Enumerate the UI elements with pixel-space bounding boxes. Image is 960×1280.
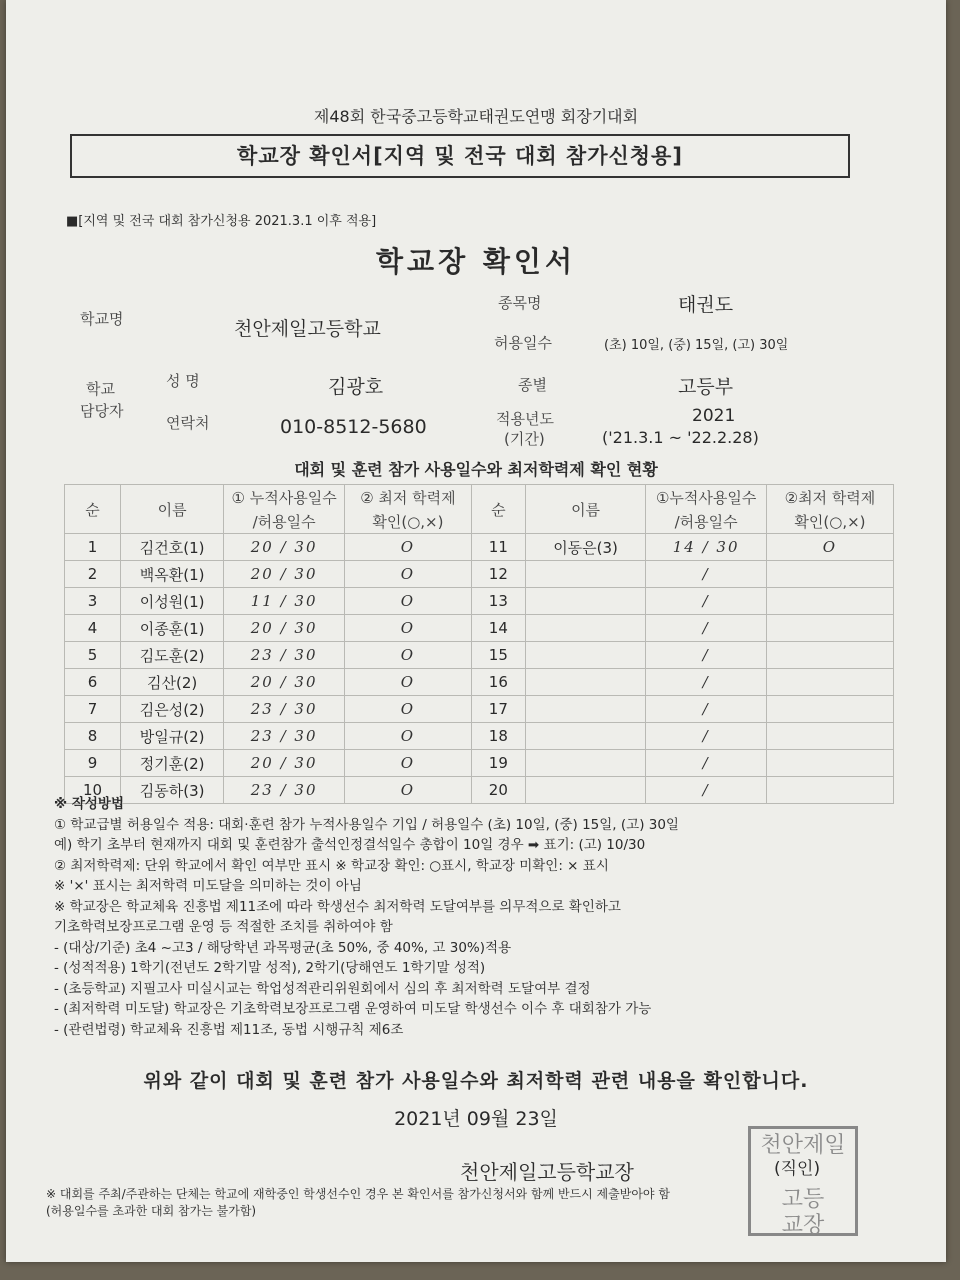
- row-name-right: [525, 750, 646, 777]
- form-banner-title: 학교장 확인서[지역 및 전국 대회 참가신청용]: [70, 134, 850, 178]
- row-grade: O: [344, 561, 471, 588]
- row-name: 백옥환(1): [120, 561, 223, 588]
- header-name: 이름: [120, 485, 223, 534]
- row-no: 4: [65, 615, 121, 642]
- row-grade-right: [766, 723, 893, 750]
- row-name: 이성원(1): [120, 588, 223, 615]
- table-row: [65, 750, 894, 777]
- row-no-right: 15: [471, 642, 525, 669]
- phone-label: 연락처: [166, 414, 210, 432]
- row-grade: O: [344, 669, 471, 696]
- row-days: 20 / 30: [224, 750, 345, 777]
- table-row: [65, 534, 894, 561]
- header-days-right-line1: ①누적사용일수: [646, 485, 767, 510]
- row-days-right: /: [646, 561, 767, 588]
- row-no: 1: [65, 534, 121, 561]
- row-grade-right: [766, 777, 893, 804]
- school-label: 학교명: [80, 310, 124, 328]
- sport-value: 태권도: [678, 294, 734, 316]
- row-days: 23 / 30: [224, 696, 345, 723]
- row-grade-right: [766, 588, 893, 615]
- contact-label-line1: 학교: [86, 380, 115, 398]
- instruction-line: ① 학교급별 허용일수 적용: 대회·훈련 참가 누적사용일수 기입 / 허용일수 (초) 10일, (중) 15일, (고) 30일: [54, 816, 679, 833]
- allowed-days-value: (초) 10일, (중) 15일, (고) 30일: [604, 338, 789, 353]
- row-name-right: [525, 588, 646, 615]
- header-grade-line2: 확인(○,×): [344, 509, 471, 534]
- issue-date: 2021년 09월 23일: [394, 1108, 558, 1130]
- row-name: 김산(2): [120, 669, 223, 696]
- row-grade: O: [344, 588, 471, 615]
- row-no-right: 13: [471, 588, 525, 615]
- row-grade-right: [766, 642, 893, 669]
- footer-line: ※ 대회를 주최/주관하는 단체는 학교에 재학중인 학생선수인 경우 본 확인서를 참가신청서와 함께 반드시 제출받아야 함: [46, 1187, 670, 1201]
- table-row: [65, 588, 894, 615]
- row-grade: O: [344, 777, 471, 804]
- row-no-right: 17: [471, 696, 525, 723]
- row-days: 20 / 30: [224, 561, 345, 588]
- row-grade-right: [766, 669, 893, 696]
- row-days-right: /: [646, 669, 767, 696]
- row-days-right: /: [646, 642, 767, 669]
- table-header-row: [65, 485, 894, 510]
- table-row: [65, 561, 894, 588]
- row-name-right: [525, 723, 646, 750]
- instruction-line: 기초학력보장프로그램 운영 등 적절한 조치를 취하여야 함: [54, 919, 393, 935]
- row-name: 방일규(2): [120, 723, 223, 750]
- row-name: 김건호(1): [120, 534, 223, 561]
- instruction-line: - (최저학력 미도달) 학교장은 기초학력보장프로그램 운영하여 미도달 학생선수 이수 후 대회참가 가능: [54, 1001, 652, 1017]
- instruction-line: - (성적적용) 1학기(전년도 2학기말 성적), 2학기(당해연도 1학기말 성적): [54, 960, 486, 976]
- applicability-note: ■[지역 및 전국 대회 참가신청용 2021.3.1 이후 적용]: [66, 214, 377, 229]
- row-no: 6: [65, 669, 121, 696]
- row-days: 20 / 30: [224, 669, 345, 696]
- header-no: 순: [65, 485, 121, 534]
- footer-note: [46, 1186, 670, 1220]
- row-days: 11 / 30: [224, 588, 345, 615]
- header-days-line1: ① 누적사용일수: [224, 485, 345, 510]
- row-grade-right: O: [766, 534, 893, 561]
- name-label: 성 명: [166, 372, 200, 390]
- row-name-right: [525, 615, 646, 642]
- row-no: 5: [65, 642, 121, 669]
- header-days-right-line2: /허용일수: [646, 509, 767, 534]
- year-value: 2021: [692, 406, 736, 426]
- row-no-right: 12: [471, 561, 525, 588]
- row-grade-right: [766, 615, 893, 642]
- row-days-right: /: [646, 588, 767, 615]
- instructions-heading: ※ 작성방법: [54, 796, 124, 812]
- instructions: [54, 794, 679, 1040]
- row-days: 20 / 30: [224, 615, 345, 642]
- row-no: 8: [65, 723, 121, 750]
- row-grade: O: [344, 750, 471, 777]
- row-days-right: /: [646, 615, 767, 642]
- row-name-right: [525, 696, 646, 723]
- principal-signature: 천안제일고등학교장: [460, 1160, 634, 1184]
- row-grade-right: [766, 561, 893, 588]
- category-label: 종별: [518, 376, 547, 394]
- instruction-line: - (초등학교) 지필고사 미실시교는 학업성적관리위원회에서 심의 후 최저학력 도달여부 결정: [54, 980, 591, 997]
- row-name: 김은성(2): [120, 696, 223, 723]
- row-name: 김동하(3): [120, 777, 223, 804]
- row-name-right: [525, 642, 646, 669]
- row-grade: O: [344, 615, 471, 642]
- row-no: 7: [65, 696, 121, 723]
- year-label-line1: 적용년도: [496, 410, 554, 428]
- row-days-right: /: [646, 723, 767, 750]
- school-value: 천안제일고등학교: [234, 318, 381, 340]
- row-no: 10: [65, 777, 121, 804]
- row-no-right: 18: [471, 723, 525, 750]
- header-name-right: 이름: [525, 485, 646, 534]
- year-label-line2: (기간): [504, 430, 545, 448]
- sport-label: 종목명: [498, 294, 542, 312]
- instruction-line: - (대상/기준) 초4 ~고3 / 해당학년 과목평균(초 50%, 중 40%, 고 30%)적용: [54, 939, 512, 956]
- header-days-line2: /허용일수: [224, 509, 345, 534]
- row-days-right: 14 / 30: [646, 534, 767, 561]
- event-title: 제48회 한국중고등학교태권도연맹 회장기대회: [313, 107, 639, 126]
- instruction-line: ② 최저학력제: 단위 학교에서 확인 여부만 표시 ※ 학교장 확인: ○표시, 학교장 미확인: × 표시: [54, 857, 609, 874]
- phone-value: 010-8512-5680: [280, 416, 427, 438]
- row-name: 정기훈(2): [120, 750, 223, 777]
- confirmation-statement: 위와 같이 대회 및 훈련 참가 사용일수와 최저학력 관련 내용을 확인합니다.: [143, 1070, 809, 1092]
- table-subtitle: 대회 및 훈련 참가 사용일수와 최저학력제 확인 현황: [294, 460, 658, 479]
- row-no-right: 20: [471, 777, 525, 804]
- instruction-line: 예) 학기 초부터 현재까지 대회 및 훈련참가 출석인정결석일수 총합이 10일 경우 ➡ 표기: (고) 10/30: [54, 837, 646, 853]
- row-no-right: 19: [471, 750, 525, 777]
- usage-table: [64, 484, 894, 804]
- row-no: 2: [65, 561, 121, 588]
- row-days: 23 / 30: [224, 642, 345, 669]
- official-seal-stamp: 천안제일 고등 교장: [748, 1126, 858, 1236]
- row-name-right: 이동은(3): [525, 534, 646, 561]
- row-name: 이종훈(1): [120, 615, 223, 642]
- header-grade-right-line1: ②최저 학력제: [766, 485, 893, 510]
- category-value: 고등부: [678, 376, 734, 398]
- row-name-right: [525, 669, 646, 696]
- contact-label-line2: 담당자: [80, 402, 124, 420]
- allowed-days-label: 허용일수: [494, 334, 552, 352]
- header-grade-line1: ② 최저 학력제: [344, 485, 471, 510]
- row-days: 23 / 30: [224, 777, 345, 804]
- table-row: [65, 696, 894, 723]
- instruction-line: ※ '×' 표시는 최저학력 미도달을 의미하는 것이 아님: [54, 878, 362, 894]
- footer-line: (허용일수를 초과한 대회 참가는 불가함): [46, 1204, 257, 1218]
- period-value: ('21.3.1 ~ '22.2.28): [602, 428, 759, 447]
- table-row: [65, 642, 894, 669]
- row-grade-right: [766, 750, 893, 777]
- row-days-right: /: [646, 750, 767, 777]
- row-days-right: /: [646, 777, 767, 804]
- seal-label: (직인): [774, 1159, 821, 1179]
- row-grade-right: [766, 696, 893, 723]
- instruction-line: - (관련법령) 학교체육 진흥법 제11조, 동법 시행규칙 제6조: [54, 1021, 404, 1038]
- row-days: 23 / 30: [224, 723, 345, 750]
- row-grade: O: [344, 534, 471, 561]
- row-days: 20 / 30: [224, 534, 345, 561]
- row-no-right: 16: [471, 669, 525, 696]
- main-title: 학교장 확인서: [375, 245, 577, 278]
- table-row: [65, 615, 894, 642]
- row-name-right: [525, 561, 646, 588]
- row-name: 김도훈(2): [120, 642, 223, 669]
- instruction-line: ※ 학교장은 학교체육 진흥법 제11조에 따라 학생선수 최저학력 도달여부를 의무적으로 확인하고: [54, 898, 621, 915]
- table-row: [65, 723, 894, 750]
- row-no: 3: [65, 588, 121, 615]
- name-value: 김광호: [328, 376, 384, 398]
- row-no-right: 11: [471, 534, 525, 561]
- header-grade-right-line2: 확인(○,×): [766, 509, 893, 534]
- row-grade: O: [344, 696, 471, 723]
- row-grade: O: [344, 642, 471, 669]
- document-page: [6, 0, 946, 1262]
- row-no-right: 14: [471, 615, 525, 642]
- table-row: [65, 669, 894, 696]
- row-no: 9: [65, 750, 121, 777]
- row-grade: O: [344, 723, 471, 750]
- row-days-right: /: [646, 696, 767, 723]
- header-no-right: 순: [471, 485, 525, 534]
